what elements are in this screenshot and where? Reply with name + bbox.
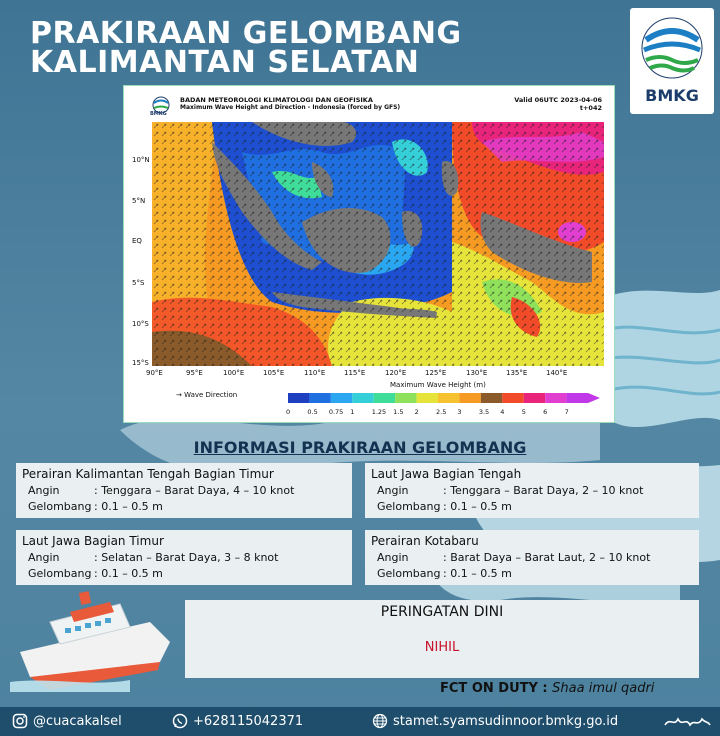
lat-label: EQ — [132, 237, 142, 245]
phone-link[interactable] — [172, 713, 303, 729]
colorbar-tick: 3 — [457, 408, 462, 416]
region-card — [365, 463, 699, 518]
lon-label: 140°E — [546, 369, 568, 377]
map-subtitle: Maximum Wave Height and Direction - Indonesia (forced by GFS) — [180, 104, 401, 111]
wave-row — [377, 500, 512, 513]
lon-label: 120°E — [385, 369, 407, 377]
wave-label: Gelombang — [28, 500, 92, 513]
wind-label: Angin — [377, 551, 409, 564]
wave-value: : 0.1 – 0.5 m — [94, 500, 163, 513]
colorbar-tick: 1.25 — [371, 408, 387, 416]
colorbar-tick: 6 — [543, 408, 548, 416]
colorbar-segment — [459, 393, 480, 403]
lon-label: 130°E — [466, 369, 488, 377]
colorbar-tick: 2.5 — [436, 408, 447, 416]
wind-row — [377, 484, 643, 497]
lon-label: 90°E — [146, 369, 163, 377]
lat-label: 10°N — [132, 156, 150, 164]
forecaster-on-duty — [440, 681, 654, 696]
page-title-line2: KALIMANTAN SELATAN — [30, 45, 420, 80]
region-name: Laut Jawa Bagian Timur — [22, 534, 164, 548]
fct-name: Shaa imul qadri — [552, 681, 655, 696]
arrow-right-icon: → — [176, 391, 182, 399]
lon-label: 135°E — [506, 369, 528, 377]
region-name: Perairan Kotabaru — [371, 534, 479, 548]
bmkg-logo-text: BMKG — [645, 86, 699, 105]
lat-label: 5°S — [132, 279, 145, 287]
region-card — [16, 530, 352, 585]
region-name: Perairan Kalimantan Tengah Bagian Timur — [22, 467, 274, 481]
lon-label: 115°E — [344, 369, 366, 377]
colorbar-segment — [395, 393, 416, 403]
colorbar-tick: 5 — [521, 408, 526, 416]
colorbar-segment — [331, 393, 352, 403]
wave-value: : 0.1 – 0.5 m — [443, 500, 512, 513]
wind-label: Angin — [28, 484, 60, 497]
instagram-icon — [12, 713, 28, 729]
colorbar-tick: 0.5 — [307, 408, 318, 416]
colorbar-segment — [309, 393, 330, 403]
colorbar-title: Maximum Wave Height (m) — [390, 381, 486, 389]
info-title: INFORMASI PRAKIRAAN GELOMBANG — [193, 438, 527, 457]
region-card — [16, 463, 352, 518]
colorbar-tick: 1.5 — [393, 408, 404, 416]
warning-value: NIHIL — [424, 640, 460, 655]
wave-height-field — [152, 122, 604, 366]
lat-label: 10°S — [132, 320, 149, 328]
early-warning-panel — [185, 600, 699, 678]
map-bmkg-label: BMKG — [150, 111, 167, 117]
colorbar-tick: 4 — [500, 408, 505, 416]
colorbar-extend-arrow — [588, 393, 600, 403]
lon-label: 125°E — [425, 369, 447, 377]
wave-row — [28, 567, 163, 580]
colorbar — [288, 392, 606, 406]
warning-title: PERINGATAN DINI — [380, 604, 504, 620]
instagram-handle: @cuacakalsel — [33, 713, 122, 729]
colorbar-tick: 7 — [564, 408, 569, 416]
colorbar-tick: 1 — [350, 408, 355, 416]
wind-row — [28, 484, 294, 497]
lon-label: 105°E — [263, 369, 285, 377]
phone-number: +628115042371 — [193, 713, 304, 729]
region-card — [365, 530, 699, 585]
ship-illustration — [10, 582, 180, 692]
wave-direction-label: Wave Direction — [184, 391, 238, 399]
wind-value: : Tenggara – Barat Daya, 4 – 10 knot — [94, 484, 295, 497]
wind-label: Angin — [377, 484, 409, 497]
colorbar-segment — [438, 393, 459, 403]
wave-label: Gelombang — [377, 567, 441, 580]
colorbar-tick: 3.5 — [478, 408, 490, 416]
wave-value: : 0.1 – 0.5 m — [94, 567, 163, 580]
colorbar-tick: 0.75 — [328, 408, 344, 416]
map-agency: BADAN METEOROLOGI KLIMATOLOGI DAN GEOFISIKA — [180, 96, 373, 104]
wave-row — [28, 500, 163, 513]
bmkg-logo-icon — [630, 8, 714, 84]
wave-map — [124, 86, 614, 422]
map-valid-time: Valid 06UTC 2023-04-06 — [514, 96, 602, 104]
colorbar-segment — [374, 393, 395, 403]
wind-row — [28, 551, 278, 564]
colorbar-segment — [417, 393, 438, 403]
lon-label: 110°E — [304, 369, 326, 377]
map-forecast-step: t+042 — [579, 104, 602, 112]
lon-label: 95°E — [186, 369, 203, 377]
lon-label: 100°E — [223, 369, 245, 377]
wind-value: : Tenggara – Barat Daya, 2 – 10 knot — [443, 484, 644, 497]
wind-value: : Selatan – Barat Daya, 3 – 8 knot — [94, 551, 279, 564]
wind-row — [377, 551, 650, 564]
colorbar-segment — [502, 393, 523, 403]
lat-label: 5°N — [132, 197, 146, 205]
bmkg-logo — [630, 8, 714, 114]
wind-value: : Barat Daya – Barat Laut, 2 – 10 knot — [443, 551, 651, 564]
whatsapp-icon — [172, 713, 188, 729]
colorbar-segment — [524, 393, 545, 403]
footer — [0, 707, 720, 736]
colorbar-segment — [481, 393, 502, 403]
page-title-line1: PRAKIRAAN GELOMBANG — [30, 16, 462, 51]
wave-row — [377, 567, 512, 580]
globe-icon — [372, 713, 388, 729]
website-link[interactable] — [372, 713, 618, 729]
instagram-link[interactable] — [12, 713, 122, 729]
fct-label: FCT ON DUTY : — [440, 681, 548, 696]
colorbar-segment — [545, 393, 566, 403]
wave-label: Gelombang — [377, 500, 441, 513]
colorbar-segment — [352, 393, 373, 403]
wave-direction-legend — [176, 391, 237, 399]
lat-label: 15°S — [132, 359, 149, 367]
colorbar-segment — [567, 393, 588, 403]
wave-value: : 0.1 – 0.5 m — [443, 567, 512, 580]
website-url: stamet.syamsudinnoor.bmkg.go.id — [393, 713, 619, 729]
colorbar-segment — [288, 393, 309, 403]
signature-logo — [662, 713, 712, 731]
colorbar-tick: 2 — [414, 408, 419, 416]
region-name: Laut Jawa Bagian Tengah — [371, 467, 522, 481]
wave-label: Gelombang — [28, 567, 92, 580]
wind-label: Angin — [28, 551, 60, 564]
colorbar-tick: 0 — [286, 408, 291, 416]
